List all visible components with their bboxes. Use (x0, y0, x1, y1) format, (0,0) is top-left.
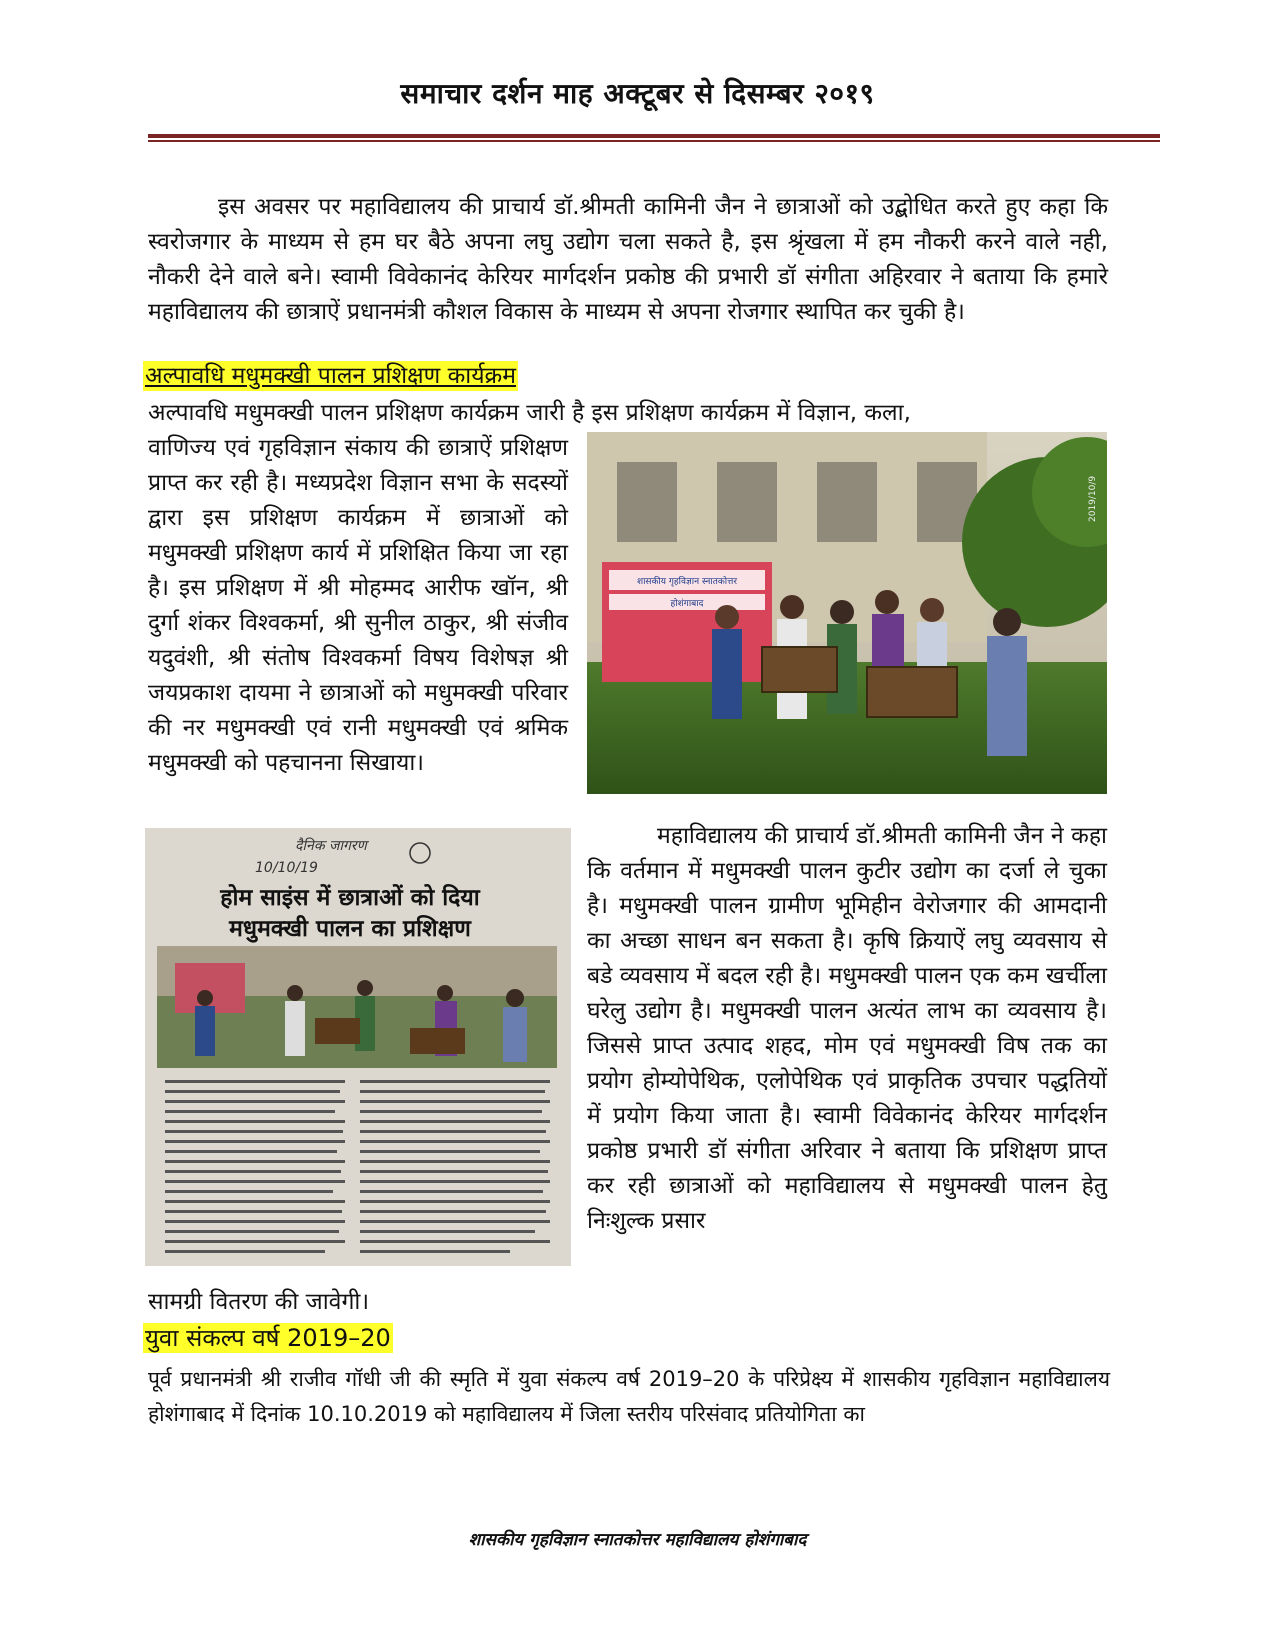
section1-left-column: वाणिज्य एवं गृहविज्ञान संकाय की छात्राऐं प्रशिक्षण प्राप्त कर रही है। मध्यप्रदेश विज्ञान सभा के सदस्यों द्वारा इस प्रशिक्षण कार्यक्रम में छात्राओं को मधुमक्खी प्रशिक्षण कार्य में प्रशिक्षित किया जा रहा है। इस प्रशिक्षण में श्री मोहम्मद आरीफ खॉन, श्री दुर्गा शंकर विश्वकर्मा, श्री सुनील ठाकुर, श्री संजीव यदुवंशी, श्री संतोष विश्वकर्मा विषय विशेषज्ञ श्री जयप्रकाश दायमा ने छात्राओं को मधुमक्खी परिवार की नर मधुमक्खी एवं रानी मधुमक्खी एवं श्रमिक मधुमक्खी को पहचानना सिखाया। (148, 435, 568, 776)
photo-date-stamp: 2019/10/9 (1088, 475, 1098, 522)
section-heading-youth-resolve: युवा संकल्प वर्ष 2019–20 (145, 1324, 391, 1352)
photo-banner-line2: होशंगाबाद (670, 599, 704, 609)
section1-first-line: अल्पावधि मधुमक्खी पालन प्रशिक्षण कार्यक्रम जारी है इस प्रशिक्षण कार्यक्रम में विज्ञान, कला, (148, 400, 911, 426)
section2-body: पूर्व प्रधानमंत्री श्री राजीव गॉधी जी की स्मृति में युवा संकल्प वर्ष 2019–20 के परिप्रेक्ष्य में शासकीय गृहविज्ञान महाविद्यालय होशंगाबाद में दिनांक 10.10.2019 को महाविद्यालय में जिला स्तरीय परिसंवाद प्रतियोगिता का (148, 1367, 1110, 1426)
clipping-date: 10/10/19 (255, 860, 318, 876)
section-heading-beekeeping: अल्पावधि मधुमक्खी पालन प्रशिक्षण कार्यक्रम (145, 363, 516, 389)
footer-college-name: शासकीय गृहविज्ञान स्नातकोत्तर महाविद्यालय होशंगाबाद (468, 1530, 807, 1550)
clipping-headline-line2: मधुमक्खी पालन का प्रशिक्षण (229, 916, 471, 942)
clipping-paper-name: दैनिक जागरण (295, 838, 367, 854)
clipping-headline-line1: होम साइंस में छात्राओं को दिया (220, 885, 480, 911)
training-photo (587, 432, 1107, 794)
intro-paragraph: इस अवसर पर महाविद्यालय की प्राचार्य डॉ.श्रीमती कामिनी जैन ने छात्राओं को उद्बोधित करते हुए कहा कि स्वरोजगार के माध्यम से हम घर बैठे अपना लघु उद्योग चला सकते है, इस श्रृंखला में हम नौकरी करने वाले नही, नौकरी देने वाले बने। स्वामी विवेकानंद केरियर मार्गदर्शन प्रकोष्ठ की प्रभारी डॉ संगीता अहिरवार ने बताया कि हमारे महाविद्यालय की छात्राऐं प्रधानमंत्री कौशल विकास के माध्यम से अपना रोजगार स्थापित कर चुकी है। (148, 194, 1108, 325)
page-title: समाचार दर्शन माह अक्टूबर से दिसम्बर २०१९ (400, 77, 875, 110)
section1-closing-line: सामग्री वितरण की जावेगी। (148, 1289, 370, 1315)
newspaper-clipping-image (145, 828, 571, 1266)
newspaper-clipping (145, 828, 571, 1266)
photo-banner-line1: शासकीय गृहविज्ञान स्नातकोत्तर (636, 577, 738, 587)
training-photo-image (587, 432, 1107, 794)
section1-right-column: महाविद्यालय की प्राचार्य डॉ.श्रीमती कामिनी जैन ने कहा कि वर्तमान में मधुमक्खी पालन कुटीर उद्योग का दर्जा ले चुका है। मधुमक्खी पालन ग्रामीण भूमिहीन वेरोजगार की आमदानी का अच्छा साधन बन सकता है। कृषि क्रियाऐं लघु व्यवसाय से बडे व्यवसाय में बदल रही है। मधुमक्खी पालन एक कम खर्चीला घरेलु उद्योग है। मधुमक्खी पालन अत्यंत लाभ का व्यवसाय है। जिससे प्राप्त उत्पाद शहद, मोम एवं मधुमक्खी विष तक का प्रयोग होम्योपेथिक, एलोपेथिक एवं प्राकृतिक उपचार पद्धतियों में प्रयोग किया जाता है। स्वामी विवेकानंद केरियर मार्गदर्शन प्रकोष्ठ प्रभारी डॉ संगीता अरिवार ने बताया कि प्रशिक्षण प्राप्त कर रही छात्राओं को महाविद्यालय से मधुमक्खी पालन हेतु निःशुल्क प्रसार (587, 823, 1107, 1234)
header-rule (148, 134, 1160, 142)
